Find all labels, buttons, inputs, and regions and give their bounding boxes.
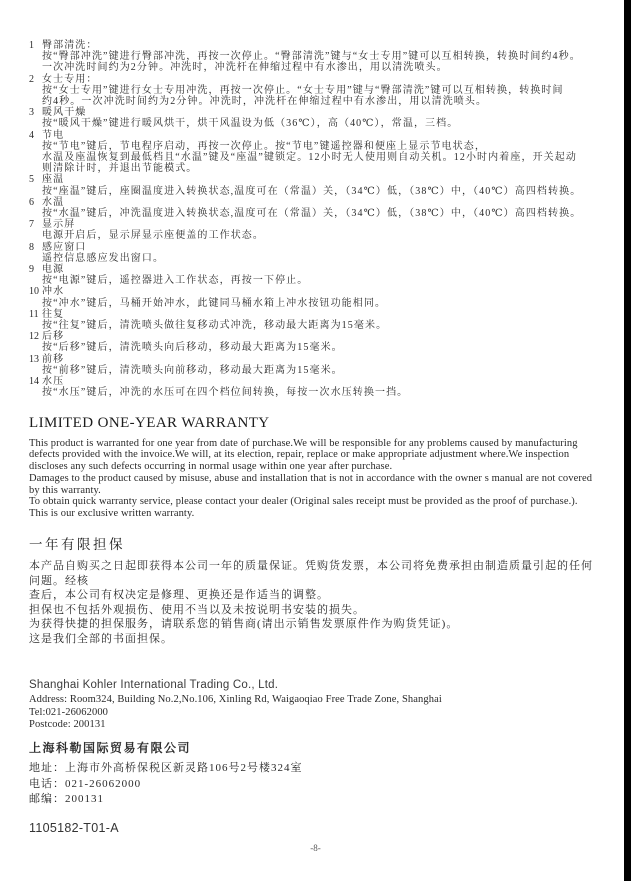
item-title: 感应窗口 <box>42 241 87 253</box>
instruction-item-head <box>29 309 597 320</box>
document-code: 1105182-T01-A <box>29 821 119 835</box>
instruction-item-head <box>29 354 597 365</box>
warranty-en-line: discloses any such defects occurring in normal usage within one year after purchase. <box>29 461 393 473</box>
warranty-en-line: To obtain quick warranty service, please contact your dealer (Original sales receipt must be provided as the proof of purchase.). <box>29 496 578 508</box>
item-number: 3 <box>29 107 34 119</box>
instruction-item <box>29 331 597 353</box>
company-tel-en: Tel:021-26062000 <box>29 706 109 718</box>
instruction-item-head <box>29 286 597 297</box>
warranty-zh-line: 查后，本公司有权决定是修理、更换还是作适当的调整。 <box>29 589 329 602</box>
warranty-zh-body <box>29 559 597 647</box>
warranty-zh-line: 本产品自购买之日起即获得本公司一年的质量保证。凭购货发票，本公司将免费承担由制造质量引起的任何问题。经核 <box>29 560 593 587</box>
item-title: 水温 <box>42 196 65 208</box>
company-address-zh: 地址：上海市外高桥保税区新灵路106号2号楼324室 <box>29 761 303 774</box>
instruction-item <box>29 242 597 264</box>
item-number: 9 <box>29 264 34 276</box>
instruction-item-head <box>29 264 597 275</box>
item-title: 显示屏 <box>42 219 76 231</box>
warranty-zh-section <box>29 533 597 647</box>
item-text: 遥控信息感应发出窗口。 <box>42 252 165 264</box>
item-title: 往复 <box>42 308 65 320</box>
instruction-item-head <box>29 40 597 51</box>
item-title: 节电 <box>42 129 65 141</box>
instruction-item-head <box>29 174 597 185</box>
instruction-item <box>29 376 597 398</box>
item-text: 则清除计时，并退出节能模式。 <box>42 163 198 175</box>
item-text: 按“冲水”键后，马桶开始冲水，此键同马桶水箱上冲水按钮功能相同。 <box>42 297 387 309</box>
warranty-en-line: Damages to the product caused by misuse, abuse and installation that is not in accordance with the owner s manual are not covered <box>29 472 593 484</box>
instruction-item-head <box>29 376 597 387</box>
company-postcode-en: Postcode: 200131 <box>29 719 106 731</box>
item-title: 前移 <box>42 353 65 365</box>
instruction-item <box>29 74 597 108</box>
item-number: 11 <box>29 308 39 320</box>
item-text: 约4秒。一次冲洗时间约为2分钟。冲洗时，冲洗杆在伸缩过程中有水渗出，用以清洗喷头。 <box>42 96 488 108</box>
instruction-item <box>29 107 597 129</box>
item-number: 8 <box>29 241 34 253</box>
warranty-zh-line: 为获得快捷的担保服务，请联系您的销售商(请出示销售发票原件作为购货凭证)。 <box>29 618 459 631</box>
item-number: 12 <box>29 331 39 343</box>
item-title: 冲水 <box>42 286 65 298</box>
item-title: 暖风干燥 <box>42 107 87 119</box>
instruction-item-head <box>29 331 597 342</box>
item-text: 按“臀部冲洗”键进行臀部冲洗，再按一次停止。“臀部清洗”键与“女士专用”键可以互相转换，转换时间约4秒。 <box>42 51 581 63</box>
instruction-item-head <box>29 197 597 208</box>
item-text: 按“电源”键后，遥控器进入工作状态，再按一下停止。 <box>42 275 309 287</box>
item-number: 7 <box>29 219 34 231</box>
item-text: 按“水温”键后，冲洗温度进入转换状态,温度可在（常温）关，（34℃）低，（38℃）中，（40℃）高四档转换。 <box>42 208 582 220</box>
warranty-en-line: defects provided with the invoice.We will, at its election, repair, replace or make appropriate adjustment where.We inspection <box>29 449 570 461</box>
item-text: 按“往复”键后，清洗喷头做往复移动式冲洗，移动最大距离为15毫米。 <box>42 320 388 332</box>
item-text: 按“节电”键后，节电程序启动，再按一次停止。按“节电”键遥控器和便座上显示节电状态， <box>42 140 486 152</box>
company-en-section <box>29 679 597 732</box>
item-number: 10 <box>29 286 39 298</box>
item-number: 4 <box>29 129 34 141</box>
warranty-zh-line: 这是我们全部的书面担保。 <box>29 633 173 646</box>
page-number: -8- <box>310 843 321 853</box>
item-number: 2 <box>29 73 34 85</box>
scan-edge-right <box>624 0 631 881</box>
company-postcode-zh: 邮编：200131 <box>29 793 104 806</box>
company-tel-zh: 电话：021-26062000 <box>29 777 142 790</box>
company-zh-section <box>29 741 597 808</box>
item-text: 电源开启后，显示屏显示座便盖的工作状态。 <box>42 230 264 242</box>
item-title: 女士专用： <box>42 73 98 85</box>
item-title: 座温 <box>42 174 65 186</box>
warranty-en-body <box>29 438 597 521</box>
item-text: 一次冲洗时间约为2分钟。冲洗时，冲洗杆在伸缩过程中有水渗出，用以清洗喷头。 <box>42 62 448 74</box>
warranty-en-line: This is our exclusive written warranty. <box>29 508 195 520</box>
instruction-item-head <box>29 130 597 141</box>
warranty-zh-title: 一年有限担保 <box>29 537 125 553</box>
instruction-item <box>29 219 597 241</box>
instruction-item <box>29 174 597 196</box>
company-address-en: Address: Room324, Building No.2,No.106, Xinling Rd, Waigaoqiao Free Trade Zone, Shanghai <box>29 694 442 706</box>
item-title: 后移 <box>42 331 65 343</box>
item-text: 按“暖风干燥”键进行暖风烘干，烘干风温设为低（36℃），高（40℃），常温，三档。 <box>42 118 459 130</box>
item-text: 按“女士专用”键进行女士专用冲洗，再按一次停止。“女士专用”键与“臀部清洗”键可以互相转换，转换时间 <box>42 84 564 96</box>
company-name-zh: 上海科勒国际贸易有限公司 <box>29 741 192 756</box>
item-title: 臀部清洗： <box>42 40 98 51</box>
item-number: 1 <box>29 40 34 51</box>
instruction-item <box>29 40 597 74</box>
instruction-item <box>29 309 597 331</box>
instruction-item <box>29 264 597 286</box>
instruction-item <box>29 354 597 376</box>
warranty-en-title: LIMITED ONE-YEAR WARRANTY <box>29 414 270 431</box>
item-number: 5 <box>29 174 34 186</box>
item-text: 按“水压”键后，冲洗的水压可在四个档位间转换，每按一次水压转换一挡。 <box>42 387 409 399</box>
item-number: 6 <box>29 196 34 208</box>
item-text: 按“座温”键后，座圈温度进入转换状态,温度可在（常温）关，（34℃）低，（38℃）中，（40℃）高四档转换。 <box>42 185 582 197</box>
item-title: 水压 <box>42 376 65 388</box>
warranty-en-line: This product is warranted for one year from date of purchase.We will be responsible for any problems caused by manufacturing <box>29 437 578 449</box>
item-number: 13 <box>29 353 39 365</box>
item-number: 14 <box>29 376 39 388</box>
instruction-item <box>29 130 597 175</box>
instruction-item-head <box>29 107 597 118</box>
item-text: 按“前移”键后，清洗喷头向前移动，移动最大距离为15毫米。 <box>42 364 343 376</box>
item-text: 按“后移”键后，清洗喷头向后移动，移动最大距离为15毫米。 <box>42 342 343 354</box>
warranty-en-section <box>29 415 597 521</box>
warranty-en-line: by this warranty. <box>29 484 101 496</box>
item-text: 水温及座温恢复到最低档且“水温”键及“座温”键锁定。12小时无人使用则自动关机。12小时内着座，开关起动 <box>42 152 577 164</box>
instruction-item <box>29 286 597 308</box>
instruction-item-head <box>29 242 597 253</box>
instruction-item-head <box>29 74 597 85</box>
warranty-zh-line: 担保也不包括外观损伤、使用不当以及未按说明书安装的损失。 <box>29 603 365 616</box>
instruction-item <box>29 197 597 219</box>
item-title: 电源 <box>42 264 65 276</box>
instruction-item-head <box>29 219 597 230</box>
instruction-list <box>29 40 597 399</box>
company-name-en: Shanghai Kohler International Trading Co., Ltd. <box>29 678 279 691</box>
